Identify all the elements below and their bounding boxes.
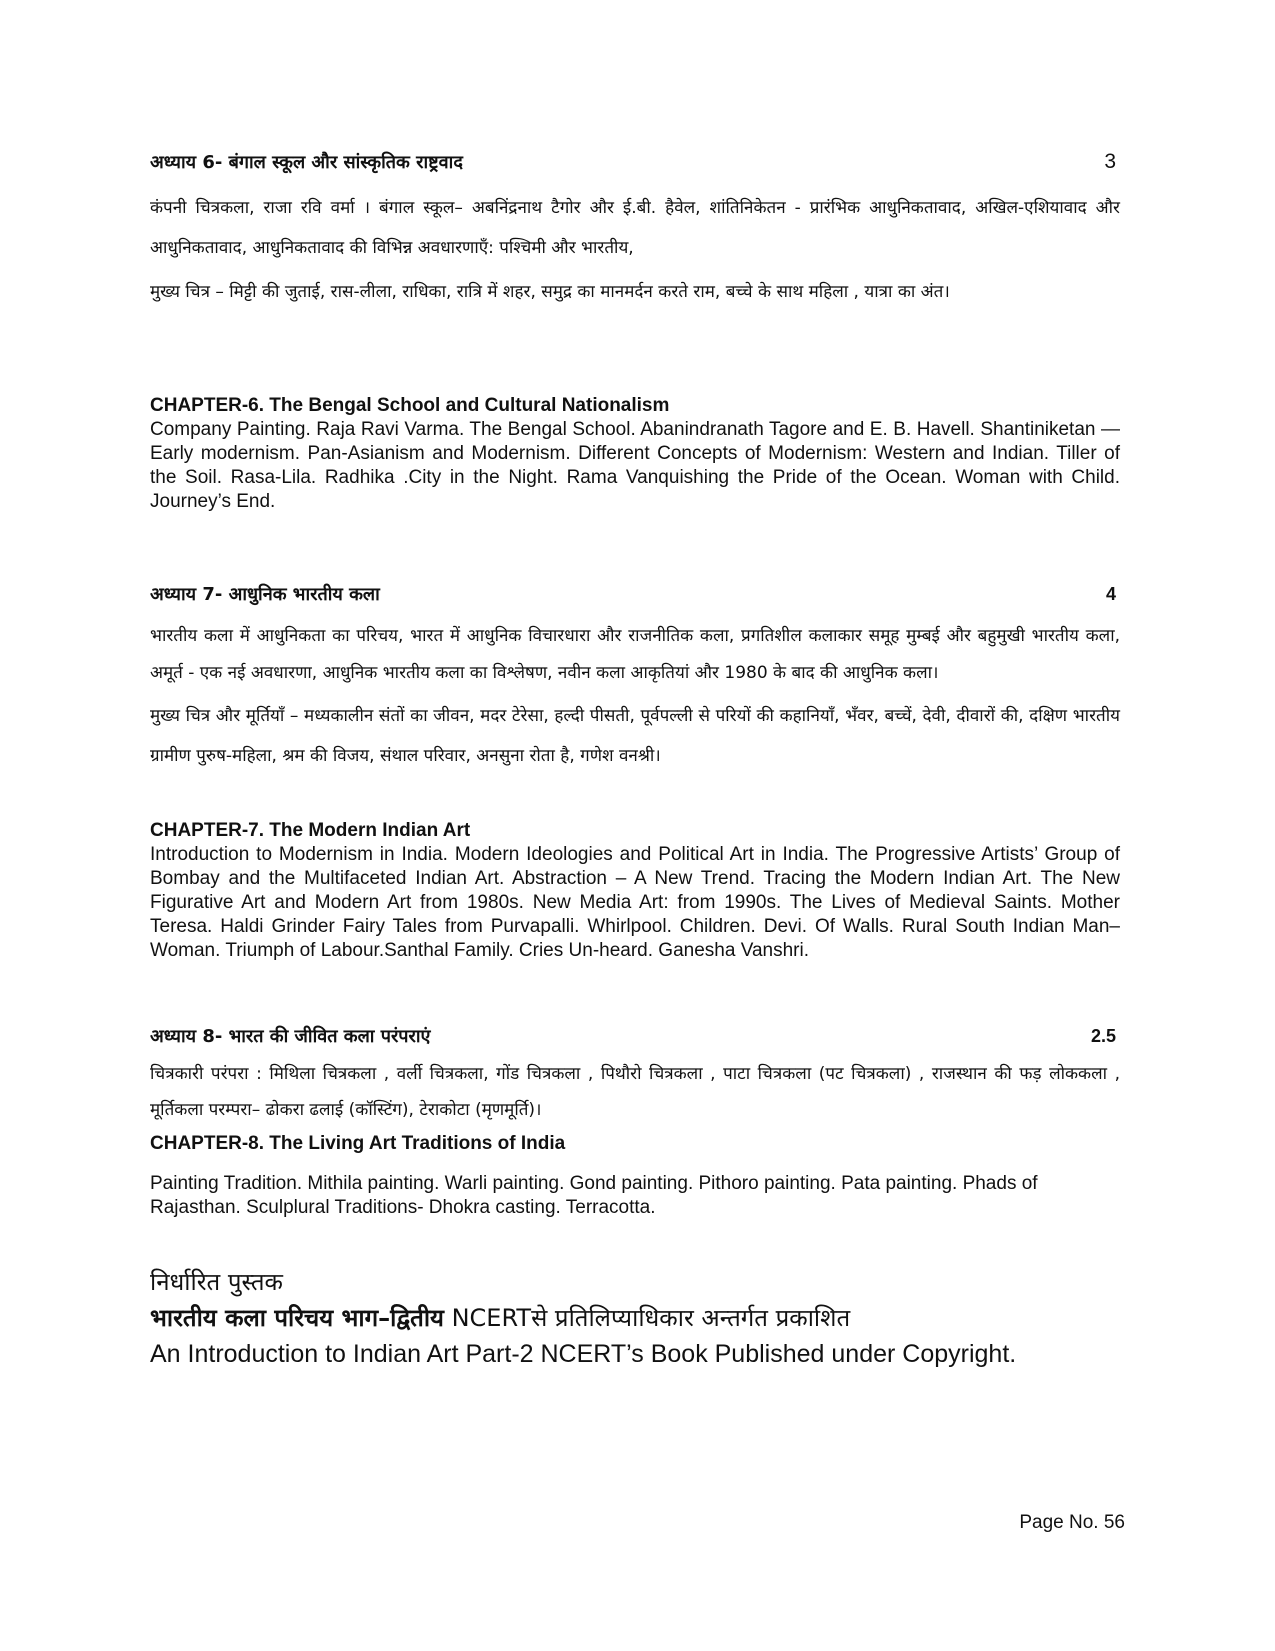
- chapter-7-hindi-heading: अध्याय 7- आधुनिक भारतीय कला: [150, 584, 380, 605]
- prescribed-book-hindi-title-bold: भारतीय कला परिचय भाग–द्वितीय: [150, 1304, 444, 1332]
- chapter-6-english: [150, 394, 1120, 514]
- prescribed-book-hindi-title-rest: NCERTसे प्रतिलिप्याधिकार अन्तर्गत प्रकाशित: [443, 1304, 851, 1332]
- chapter-6-english-title: CHAPTER-6. The Bengal School and Cultural Nationalism: [150, 395, 670, 416]
- chapter-7-english: [150, 819, 1120, 963]
- prescribed-book-section: [150, 1264, 1120, 1372]
- chapter-7-english-text: Introduction to Modernism in India. Modern Ideologies and Political Art in India. The Progressive Artists’ Group of Bombay and the Multifaceted Indian Art. Abstraction – A New Trend. Tracing the Modern Indian Art. The New Figurative Art and Modern Art from 1980s. New Media Art: from 1990s. The Lives of Medieval Saints. Mother Teresa. Haldi Grinder Fairy Tales from Purvapalli. Whirlpool. Children. Devi. Of Walls. Rural South Indian Man–Woman. Triumph of Labour.Santhal Family. Cries Un-heard. Ganesha Vanshri.: [150, 844, 1120, 961]
- chapter-6-hindi-main-works: मुख्य चित्र – मिट्टी की जुताई, रास-लीला, राधिका, रात्रि में शहर, समुद्र का मानमर्दन करते राम, बच्चे के साथ महिला , यात्रा का अंत।: [150, 282, 950, 302]
- chapter-7-section: [150, 582, 1120, 776]
- chapter-6-hindi-topics: कंपनी चित्रकला, राजा रवि वर्मा । बंगाल स्कूल– अबनिंद्रनाथ टैगोर और ई.बी. हैवेल, शांतिनिकेतन - प्रारंभिक आधुनिकतावाद, अखिल-एशियावाद और आधुनिकतावाद, आधुनिकतावाद की विभिन्न अवधारणाएँ: पश्चिमी और भारतीय,: [150, 198, 1120, 258]
- chapter-8-english: [150, 1132, 1120, 1220]
- chapter-8-english-text: Painting Tradition. Mithila painting. Warli painting. Gond painting. Pithoro painting. Pata painting. Phads of Rajasthan. Sculplural Traditions- Dhokra casting. Terracotta.: [150, 1173, 1038, 1218]
- chapter-7-marks: 4: [1105, 584, 1116, 604]
- chapter-8-heading-row: [150, 1024, 1120, 1048]
- chapter-8-section: [150, 1024, 1120, 1128]
- chapter-8-marks: 2.5: [1090, 1026, 1116, 1046]
- chapter-6-section: [150, 150, 1120, 312]
- chapter-8-hindi-heading: अध्याय 8- भारत की जीवित कला परंपराएं: [150, 1026, 431, 1047]
- prescribed-book-english-title: An Introduction to Indian Art Part-2 NCERT’s Book Published under Copyright.: [150, 1340, 1017, 1368]
- chapter-8-english-title: CHAPTER-8. The Living Art Traditions of India: [150, 1133, 566, 1154]
- chapter-6-hindi-heading: अध्याय 6- बंगाल स्कूल और सांस्कृतिक राष्ट्रवाद: [150, 152, 463, 173]
- chapter-6-english-text: Company Painting. Raja Ravi Varma. The Bengal School. Abanindranath Tagore and E. B. Havell. Shantiniketan — Early modernism. Pan-Asianism and Modernism. Different Concepts of Modernism: Western and Indian. Tiller of the Soil. Rasa-Lila. Radhika .City in the Night. Rama Vanquishing the Pride of the Ocean. Woman with Child. Journey’s End.: [150, 419, 1120, 512]
- chapter-7-heading-row: [150, 582, 1120, 606]
- chapter-8-hindi-topics: चित्रकारी परंपरा : मिथिला चित्रकला , वर्ली चित्रकला, गोंड चित्रकला , पिथौरो चित्रकला , पाटा चित्रकला (पट चित्रकला) , राजस्थान की फड़ लोककला , मूर्तिकला परम्परा– ढोकरा ढलाई (कॉस्टिंग), टेराकोटा (मृणमूर्ति)।: [150, 1064, 1120, 1120]
- chapter-7-english-title: CHAPTER-7. The Modern Indian Art: [150, 820, 471, 841]
- prescribed-book-label: निर्धारित पुस्तक: [150, 1268, 283, 1296]
- chapter-6-marks: 3: [1104, 150, 1116, 173]
- page-number: Page No. 56: [1019, 1512, 1125, 1533]
- chapter-7-hindi-topics: भारतीय कला में आधुनिकता का परिचय, भारत में आधुनिक विचारधारा और राजनीतिक कला, प्रगतिशील कलाकार समूह मुम्बई और बहुमुखी भारतीय कला, अमूर्त - एक नई अवधारणा, आधुनिक भारतीय कला का विश्लेषण, नवीन कला आकृतियां और 1980 के बाद की आधुनिक कला।: [150, 626, 1120, 683]
- prescribed-book-hindi-title: [150, 1300, 1120, 1336]
- chapter-7-hindi-main-works: मुख्य चित्र और मूर्तियाँ – मध्यकालीन संतों का जीवन, मदर टेरेसा, हल्दी पीसती, पूर्वपल्ली से परियों की कहानियाँ, भँवर, बच्चें, देवी, दीवारों की, दक्षिण भारतीय ग्रामीण पुरुष-महिला, श्रम की विजय, संथाल परिवार, अनसुना रोता है, गणेश वनश्री।: [150, 706, 1120, 766]
- chapter-6-heading-row: [150, 150, 1120, 174]
